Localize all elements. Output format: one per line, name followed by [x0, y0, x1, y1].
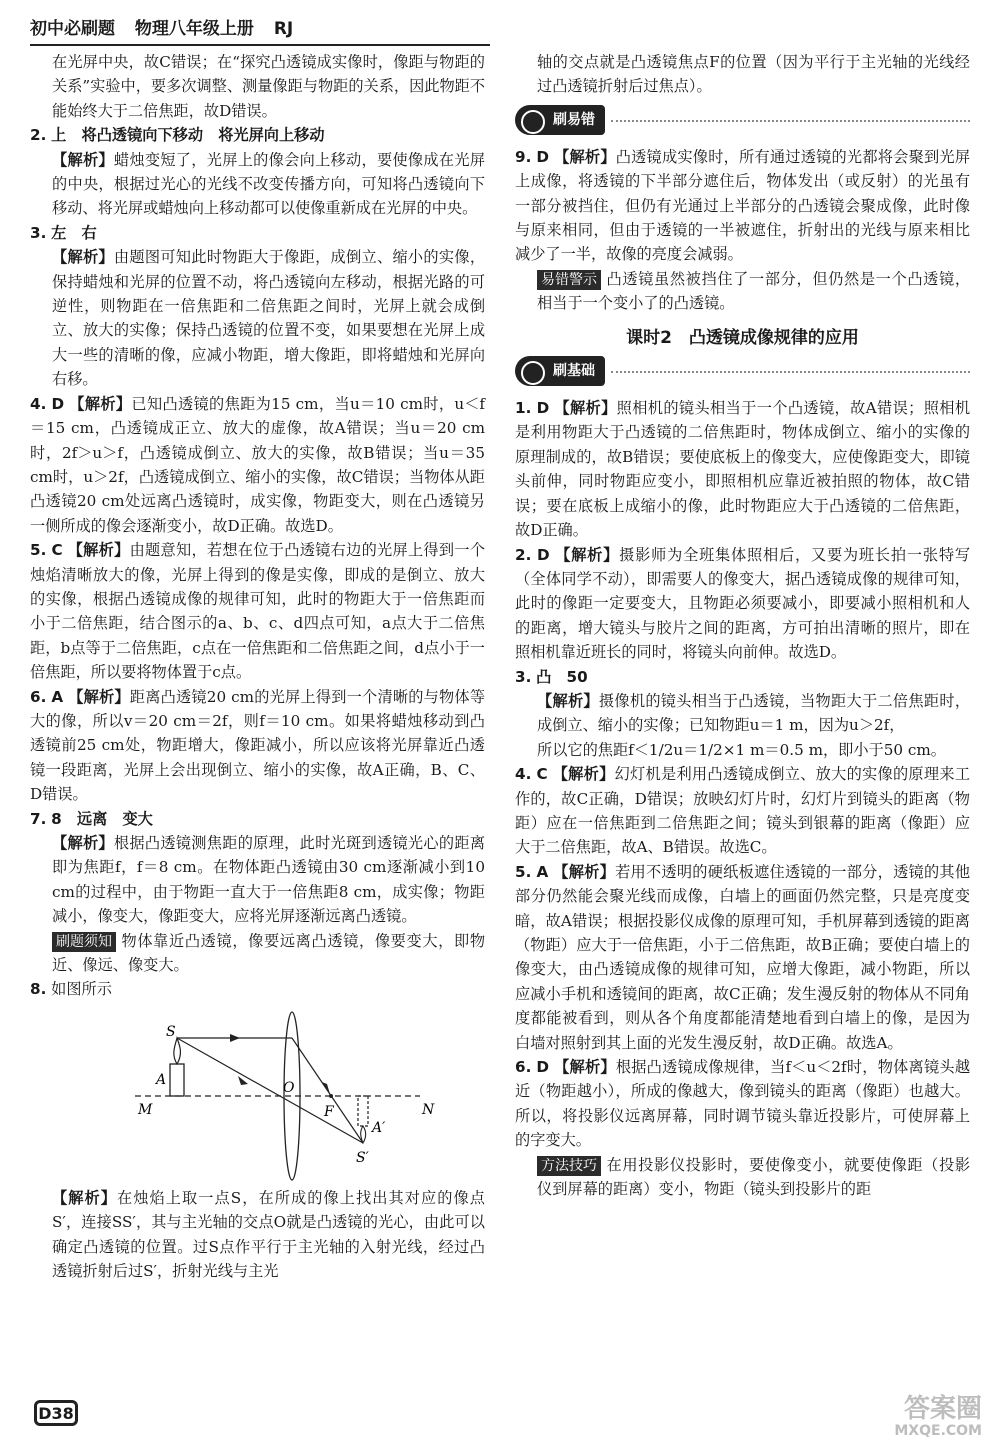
explanation-text: 由题图可知此时物距大于像距，成倒立、缩小的实像，保持蜡烛和光屏的位置不动，将凸透镜向左移动，根据光路的可逆性，则物距在一倍焦距和二倍焦距之间时，光屏上就会成倒立、放大的实像；保持凸透镜的位置不变，如果要想在光屏上成大一些的清晰的像，应减小物距，增大像距，即将蜡烛和光屏向右移。: [52, 248, 486, 389]
banner-dotted-rule: [611, 371, 970, 373]
label-A: A: [156, 1071, 167, 1088]
answer-r5: 5. A 【解析】若用不透明的硬纸板遮住透镜的一部分，透镜的其他部分仍然能会聚光线而成像，白墙上的画面仍然完整，只是亮度变暗，故A错误；根据投影仪成像的原理可知，手机屏幕到透镜的距离（物距）应大于一倍焦距，小于二倍焦距，故B正确；要使白墙上的像变大，由凸透镜成像的规律可知，应增大像距，减小物距，所以应减小手机和透镜间的距离，故C正确；发生漫反射的物体从不同角度都能被看到，则从各个角度都能清楚地看到白墙上的像，是因为白墙对照射到其上面的光发生漫反射，故D正确。故选A。: [515, 862, 971, 1052]
answer-q6: 6. A 【解析】距离凸透镜20 cm的光屏上得到一个清晰的与物体等大的像，所以v＝20 cm＝2f，则f＝10 cm。如果将蜡烛移动到凸透镜前25 cm处，物距增大，像距减小，所以应该将光屏靠近凸透镜一段距离，光屏上会出现倒立、缩小的实像，故A正确，B、C、D错误。: [30, 687, 486, 804]
answer-text: D: [536, 147, 550, 166]
question-number: 1.: [515, 399, 532, 418]
ray-through-center: [177, 1038, 363, 1143]
tip-text: 物体靠近凸透镜，像要远离凸透镜，像要变大，即物近、像远、像变大。: [52, 931, 486, 975]
explanation-text: 已知凸透镜的焦距为15 cm，当u＝10 cm时，u＜f＝15 cm，凸透镜成正立、放大的虚像，故A错误；当u＝20 cm时，2f＞u＞f，凸透镜成倒立、放大的实像，故B错误；当u＝35 cm时，u＞2f，凸透镜成倒立、缩小的实像，故C错误；当物体从距凸透镜20 cm处远离凸透镜时，成实像，物距变大，则在凸透镜另一侧所成的像会逐渐变小，故D正确。故选D。: [30, 394, 486, 535]
explanation-text: 在烛焰上取一点S，在所成的像上找出其对应的像点S′，连接SS′，其与主光轴的交点O就是凸透镜的光心，由此可以确定凸透镜的位置。过S点作平行于主光轴的入射光线，经过凸透镜折射后过S′，折射光线与主光: [52, 1188, 485, 1281]
answer-text: D: [536, 399, 550, 418]
question-number: 3.: [30, 223, 47, 242]
ray-arrow-2: [230, 1034, 240, 1042]
watermark-logo: [842, 1395, 982, 1443]
answer-text: C: [51, 541, 63, 560]
answer-q4: 4. D 【解析】已知凸透镜的焦距为15 cm，当u＝10 cm时，u＜f＝15 cm，凸透镜成正立、放大的虚像，故A错误；当u＝20 cm时，2f＞u＞f，凸透镜成倒立、放大的实像，故B错误；当u＝35 cm时，u＞2f，凸透镜成倒立、缩小的实像，故C错误；当物体从距凸透镜20 cm处远离凸透镜时，成实像，物距变大，则在凸透镜另一侧所成的像会逐渐变小，故D正确。故选D。: [30, 394, 486, 535]
watermark-text: 答案圈: [903, 1394, 982, 1424]
continued-paragraph: 在光屏中央，故C错误；在“探究凸透镜成实像时，像距与物距的关系”实验中，要多次调整、测量像距与物距的关系，因此物距不能始终大于二倍焦距，故D错误。: [52, 53, 486, 120]
page-number: D38: [34, 1400, 78, 1426]
edition-label: RJ: [273, 19, 294, 39]
answer-text: 凸 50: [536, 667, 588, 686]
label-A-prime: A′: [372, 1119, 386, 1136]
label-N: N: [422, 1101, 435, 1118]
answer-text: C: [536, 765, 548, 784]
answer-text: 如图所示: [51, 980, 112, 999]
question-number: 4.: [515, 765, 532, 784]
explanation-q3: 【解析】由题图可知此时物距大于像距，成倒立、缩小的实像，保持蜡烛和光屏的位置不动，将凸透镜向左移动，根据光路的可逆性，则物距在一倍焦距和二倍焦距之间时，光屏上就会成倒立、放大的实像；保持凸透镜的位置不变，如果要想在光屏上成大一些的清晰的像，应减小物距，增大像距，即将蜡烛和光屏向右移。: [52, 248, 486, 389]
question-number: 6.: [515, 1058, 532, 1077]
banner-dotted-rule: [611, 120, 970, 122]
answer-text: 左 右: [51, 223, 97, 242]
question-number: 6.: [30, 687, 47, 706]
warning-label: 易错警示: [537, 270, 601, 290]
warning-text: 凸透镜虽然被挡住了一部分，但仍然是一个凸透镜，相当于一个变小了的凸透镜。: [537, 269, 971, 313]
explanation-text: 照相机的镜头相当于一个凸透镜，故A错误；照相机是利用物距大于凸透镜的二倍焦距时，物体成倒立、缩小的实像的原理制成的，故B错误；要使底板上的像变大，应使像距变大，即镜头前伸，同时物距应变小，即照相机应靠近被拍照的物体，故C错误；要在底板上成缩小的像，此时物距应大于凸透镜的二倍焦距，故D正确。: [515, 399, 971, 540]
label-O: O: [283, 1079, 295, 1096]
answer-q7: [30, 807, 485, 831]
tip-label: 刷题须知: [52, 932, 116, 952]
banner-badge: 刷基础: [515, 356, 605, 386]
answer-q5: 5. C 【解析】由题意知，若想在位于凸透镜右边的光屏上得到一个烛焰清晰放大的像，光屏上得到的像是实像，即成的是倒立、放大的实像，根据凸透镜成像的规律可知，此时的物距大于一倍焦距而小于二倍焦距，结合图示的a、b、c、d四点可知，a点大于二倍焦距，b点等于二倍焦距，c点在一倍焦距和二倍焦距之间，d点小于一倍焦距，所以要将物体置于c点。: [30, 541, 486, 682]
explanation-text: 根据凸透镜成像规律，当f＜u＜2f时，物体离镜头越近（物距越小），所成的像越大，像到镜头的距离（像距）也越大。所以，将投影仪远离屏幕，同时调节镜头靠近投影片，可使屏幕上的字变大。: [515, 1058, 971, 1150]
method-note: [515, 1153, 970, 1202]
question-number: 8.: [30, 980, 47, 999]
explanation-text: 由题意知，若想在位于凸透镜右边的光屏上得到一个烛焰清晰放大的像，光屏上得到的像是实像，即成的是倒立、放大的实像，根据凸透镜成像的规律可知，此时的物距大于一倍焦距而小于二倍焦距，结合图示的a、b、c、d四点可知，a点大于二倍焦距，b点等于二倍焦距，c点在一倍焦距和二倍焦距之间，d点小于一倍焦距，所以要将物体置于c点。: [30, 541, 486, 682]
candle-flame: [174, 1038, 181, 1064]
explanation-r3: 【解析】摄像机的镜头相当于凸透镜，当物距大于二倍焦距时，成倒立、缩小的实像；已知物距u＝1 m，因为u＞2f，: [537, 691, 971, 735]
refracted-ray: [292, 1038, 363, 1143]
answer-q8: [30, 977, 485, 1001]
question-number: 5.: [515, 862, 532, 881]
answer-r4: 4. C 【解析】幻灯机是利用凸透镜成倒立、放大的实像的原理来工作的，故C正确，D错误；放映幻灯片时，幻灯片到镜头的距离（物距）应在一倍焦距到二倍焦距之间；镜头到银幕的距离（像距）应大于二倍焦距，故A、B错误。故选C。: [515, 765, 971, 857]
focus-point: [329, 1094, 333, 1098]
answer-text: D: [536, 545, 550, 564]
image-candle: [358, 1096, 368, 1126]
question-number: 2.: [30, 126, 47, 145]
question-number: 3.: [515, 667, 532, 686]
explanation-q8: 【解析】在烛焰上取一点S，在所成的像上找出其对应的像点S′，连接SS′，其与主光轴的交点O就是凸透镜的光心，由此可以确定凸透镜的位置。过S点作平行于主光轴的入射光线，经过凸透镜折射后过S′，折射光线与主光: [52, 1188, 485, 1281]
running-header: [30, 14, 490, 46]
question-number: 7.: [30, 809, 47, 828]
answer-r6: 6. D 【解析】根据凸透镜成像规律，当f＜u＜2f时，物体离镜头越近（物距越小），所成的像越大，像到镜头的距离（像距）也越大。所以，将投影仪远离屏幕，同时调节镜头靠近投影片，可使屏幕上的字变大。: [515, 1058, 971, 1150]
subject-title: 物理八年级上册: [134, 19, 254, 39]
answer-text: 8 远离 变大: [51, 809, 153, 828]
label-S-prime: S′: [356, 1149, 369, 1166]
answer-text: D: [51, 394, 65, 413]
method-label: 方法技巧: [537, 1156, 601, 1176]
question-number: 2.: [515, 545, 532, 564]
label-M: M: [138, 1101, 153, 1118]
explanation-q2: 【解析】蜡烛变短了，光屏上的像会向上移动，要使像成在光屏的中央，根据过光心的光线不改变传播方向，可知将凸透镜向下移动、将光屏或蜡烛向上移动都可以使像重新成在光屏的中央。: [52, 150, 486, 218]
left-column: [30, 50, 485, 1283]
explanation-text: 距离凸透镜20 cm的光屏上得到一个清晰的与物体等大的像，所以v＝20 cm＝2f，则f＝10 cm。如果将蜡烛移动到凸透镜前25 cm处，物距增大，像距减小，所以应该将光屏靠近凸透镜一段距离，光屏上会出现倒立、缩小的实像，故A正确，B、C、D错误。: [30, 687, 486, 804]
banner-badge: 刷易错: [515, 105, 605, 135]
explanation-text: 幻灯机是利用凸透镜成倒立、放大的实像的原理来工作的，故C正确，D错误；放映幻灯片时，幻灯片到镜头的距离（物距）应在一倍焦距到二倍焦距之间；镜头到银幕的距离（像距）应大于二倍焦距，故A、B错误。故选C。: [515, 765, 971, 857]
series-title: 初中必刷题: [30, 19, 115, 39]
formula-r3: 所以它的焦距f＜1/2u＝1/2×1 m＝0.5 m，即小于50 cm。: [537, 740, 946, 759]
continued-paragraph: 轴的交点就是凸透镜焦点F的位置（因为平行于主光轴的光线经过凸透镜折射后过焦点）。: [537, 53, 970, 96]
answer-text: D: [536, 1058, 550, 1077]
right-column: [515, 50, 970, 1201]
explanation-text: 凸透镜成实像时，所有通过透镜的光都将会聚到光屏上成像，将透镜的下半部分遮住后，物体发出（或反射）的光虽有一部分被挡住，但仍有光通过上半部分的凸透镜会聚成像，此时像与原来相同，但由于透镜的一半被遮住，折射出的光线与原来相比减少了一半，故像的亮度会减弱。: [515, 147, 971, 264]
method-text: 在用投影仪投影时，要使像变小，就要使像距（投影仪到屏幕的距离）变小，物距（镜头到投影片的距: [537, 1155, 971, 1199]
answer-q9: 9. D 【解析】凸透镜成实像时，所有通过透镜的光都将会聚到光屏上成像，将透镜的下半部分遮住后，物体发出（或反射）的光虽有一部分被挡住，但仍有光通过上半部分的凸透镜会聚成像，此时像与原来相同，但由于透镜的一半被遮住，折射出的光线与原来相比减少了一半，故像的亮度会减弱。: [515, 147, 971, 264]
answer-r2: 2. D 【解析】摄影师为全班集体照相后，又要为班长拍一张特写（全体同学不动），即需要人的像变大，据凸透镜成像的规律可知，此时的像距一定要变大，且物距必须要减小，即要减小照相机和人的距离，增大镜头与胶片之间的距离，方可拍出清晰的照片，即在照相机靠近班长的同时，将镜头向前伸。故选D。: [515, 545, 970, 662]
answer-text: A: [51, 687, 64, 706]
question-number: 5.: [30, 541, 47, 560]
tip-note: [30, 929, 485, 978]
answer-q2: [30, 123, 485, 147]
label-F: F: [324, 1103, 334, 1120]
explanation-text: 若用不透明的硬纸板遮住透镜的一部分，透镜的其他部分仍然能会聚光线而成像，白墙上的画面仍然完整，只是亮度变暗，故A错误；根据投影仪成像的原理可知，手机屏幕到透镜的距离（物距）应大于一倍焦距，小于二倍焦距，故B正确；要使白墙上的像变大，由凸透镜成像的规律可知，应增大像距，减小物距，所以应减小手机和透镜间的距离，故C正确；发生漫反射的物体从不同角度都能被看到，则从各个角度都能清楚地看到白墙上的像，是因为白墙对照射到其上面的光发生漫反射，故D正确。故选A。: [515, 862, 971, 1052]
question-number: 4.: [30, 394, 47, 413]
answer-text: A: [536, 862, 549, 881]
section-banner-basics: [515, 354, 970, 390]
lesson-title: 课时2 凸透镜成像规律的应用: [626, 327, 859, 348]
explanation-text: 蜡烛变短了，光屏上的像会向上移动，要使像成在光屏的中央，根据过光心的光线不改变传播方向，可知将凸透镜向下移动、将光屏或蜡烛向上移动都可以使像重新成在光屏的中央。: [52, 150, 486, 218]
diagram-svg: [30, 1004, 485, 1184]
answer-r3: [515, 665, 970, 689]
label-S: S: [166, 1023, 176, 1040]
explanation-text: 摄影师为全班集体照相后，又要为班长拍一张特写（全体同学不动），即需要人的像变大，据凸透镜成像的规律可知，此时的像距一定要变大，且物距必须要减小，即要减小照相机和人的距离，增大镜头与胶片之间的距离，方可拍出清晰的照片，即在照相机靠近班长的同时，将镜头向前伸。故选D。: [515, 545, 970, 662]
answer-text: 上 将凸透镜向下移动 将光屏向上移动: [51, 126, 325, 145]
answer-r1: 1. D 【解析】照相机的镜头相当于一个凸透镜，故A错误；照相机是利用物距大于凸透镜的二倍焦距时，物体成倒立、缩小的实像的原理制成的，故B错误；要使底板上的像变大，应使像距变大，即镜头前伸，同时物距应变小，即照相机应靠近被拍照的物体，故C错误；要在底板上成缩小的像，此时物距应大于凸透镜的二倍焦距，故D正确。: [515, 399, 971, 540]
explanation-text: 摄像机的镜头相当于凸透镜，当物距大于二倍焦距时，成倒立、缩小的实像；已知物距u＝1 m，因为u＞2f，: [537, 691, 971, 735]
lens-ray-diagram: [30, 1004, 485, 1184]
question-number: 9.: [515, 147, 532, 166]
candle: [170, 1064, 184, 1096]
watermark-url: MXQE.COM: [894, 1423, 982, 1439]
answer-q3: [30, 221, 485, 245]
warning-note: [515, 267, 970, 316]
explanation-text: 根据凸透镜测焦距的原理，此时光斑到透镜光心的距离即为焦距f，f＝8 cm。在物体距凸透镜由30 cm逐渐减小到10 cm的过程中，由于物距一直大于一倍焦距8 cm，成实像；物距减小，像变大，像距变大，应将光屏逐渐远离凸透镜。: [52, 834, 486, 926]
section-banner-mistakes: [515, 103, 970, 139]
explanation-q7: 【解析】根据凸透镜测焦距的原理，此时光斑到透镜光心的距离即为焦距f，f＝8 cm。在物体距凸透镜由30 cm逐渐减小到10 cm的过程中，由于物距一直大于一倍焦距8 cm，成实像；物距减小，像变大，像距变大，应将光屏逐渐远离凸透镜。: [52, 834, 486, 926]
